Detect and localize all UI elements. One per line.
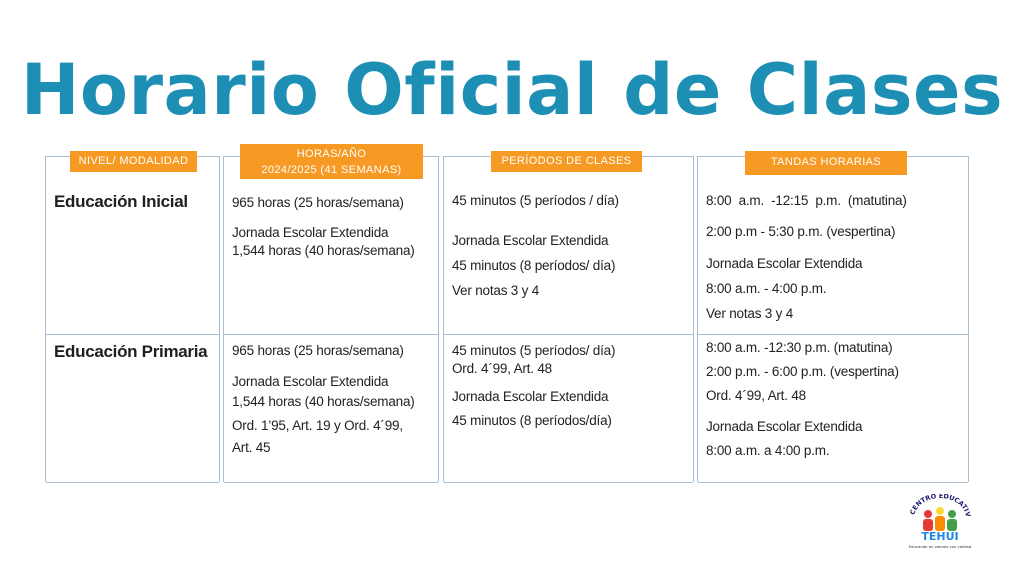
text-line: Ord. 4´99, Art. 48 bbox=[706, 388, 806, 403]
header-horas-title: HORAS/AÑO bbox=[296, 148, 367, 160]
text-line: 8:00 a.m. - 4:00 p.m. bbox=[706, 281, 827, 296]
text-line: 8:00 a.m. a 4:00 p.m. bbox=[706, 443, 830, 458]
text-line: 1,544 horas (40 horas/semana) bbox=[232, 243, 415, 258]
column-periodos bbox=[443, 156, 694, 482]
text-line: 1,544 horas (40 horas/semana) bbox=[232, 394, 415, 409]
tehui-logo-graphic bbox=[906, 494, 974, 554]
cell-periodos-primaria bbox=[452, 342, 690, 430]
header-horas-subtitle: 2024/2025 (41 SEMANAS) bbox=[261, 164, 402, 176]
column-tandas bbox=[697, 156, 969, 482]
row-label-inicial: Educación Inicial bbox=[54, 192, 188, 211]
text-line: 45 minutos (5 períodos / día) bbox=[452, 193, 619, 208]
cell-horas-primaria bbox=[232, 342, 437, 457]
column-nivel bbox=[45, 156, 220, 482]
text-line: Jornada Escolar Extendida bbox=[232, 225, 389, 240]
text-line: Jornada Escolar Extendida bbox=[232, 374, 389, 389]
cell-horas-inicial bbox=[232, 194, 437, 260]
text-line: 8:00 a.m. -12:30 p.m. (matutina) bbox=[706, 340, 893, 355]
text-line: 8:00 a.m. -12:15 p.m. (matutina) bbox=[706, 193, 907, 208]
logo-top-text: CENTRO EDUCATIV bbox=[908, 494, 973, 518]
text-line: 45 minutos (5 períodos/ día) bbox=[452, 343, 616, 358]
row-label-primaria: Educación Primaria bbox=[54, 342, 208, 361]
text-line: Ver notas 3 y 4 bbox=[452, 283, 540, 298]
text-line: Jornada Escolar Extendida bbox=[452, 389, 609, 404]
header-nivel: NIVEL/ MODALIDAD bbox=[70, 151, 197, 172]
text-line: Art. 45 bbox=[232, 440, 271, 455]
text-line: 2:00 p.m - 5:30 p.m. (vespertina) bbox=[706, 224, 896, 239]
header-horas bbox=[240, 144, 423, 179]
cell-tandas-inicial bbox=[706, 192, 966, 323]
logo-tagline: Educando en valores con calidad bbox=[908, 544, 972, 549]
page-title: Horario Oficial de Clases bbox=[20, 49, 1004, 131]
text-line: 2:00 p.m. - 6:00 p.m. (vespertina) bbox=[706, 364, 899, 379]
text-line: Ver notas 3 y 4 bbox=[706, 306, 794, 321]
text-line: Jornada Escolar Extendida bbox=[706, 256, 863, 271]
text-line: Jornada Escolar Extendida bbox=[706, 419, 863, 434]
text-line: Jornada Escolar Extendida bbox=[452, 233, 609, 248]
header-tandas: TANDAS HORARIAS bbox=[745, 151, 907, 175]
text-line: 965 horas (25 horas/semana) bbox=[232, 343, 404, 358]
column-horas bbox=[223, 156, 439, 482]
header-periodos: PERÍODOS DE CLASES bbox=[491, 151, 642, 172]
text-line: Ord. 1’95, Art. 19 y Ord. 4´99, bbox=[232, 418, 403, 433]
cell-tandas-primaria bbox=[706, 339, 966, 460]
text-line: 965 horas (25 horas/semana) bbox=[232, 195, 404, 210]
text-line: 45 minutos (8 períodos/ día) bbox=[452, 258, 616, 273]
text-line: Ord. 4´99, Art. 48 bbox=[452, 361, 552, 376]
text-line: 45 minutos (8 períodos/día) bbox=[452, 413, 612, 428]
logo-name: TEHUI bbox=[921, 530, 959, 543]
cell-periodos-inicial bbox=[452, 192, 690, 300]
tehui-logo bbox=[906, 494, 974, 554]
